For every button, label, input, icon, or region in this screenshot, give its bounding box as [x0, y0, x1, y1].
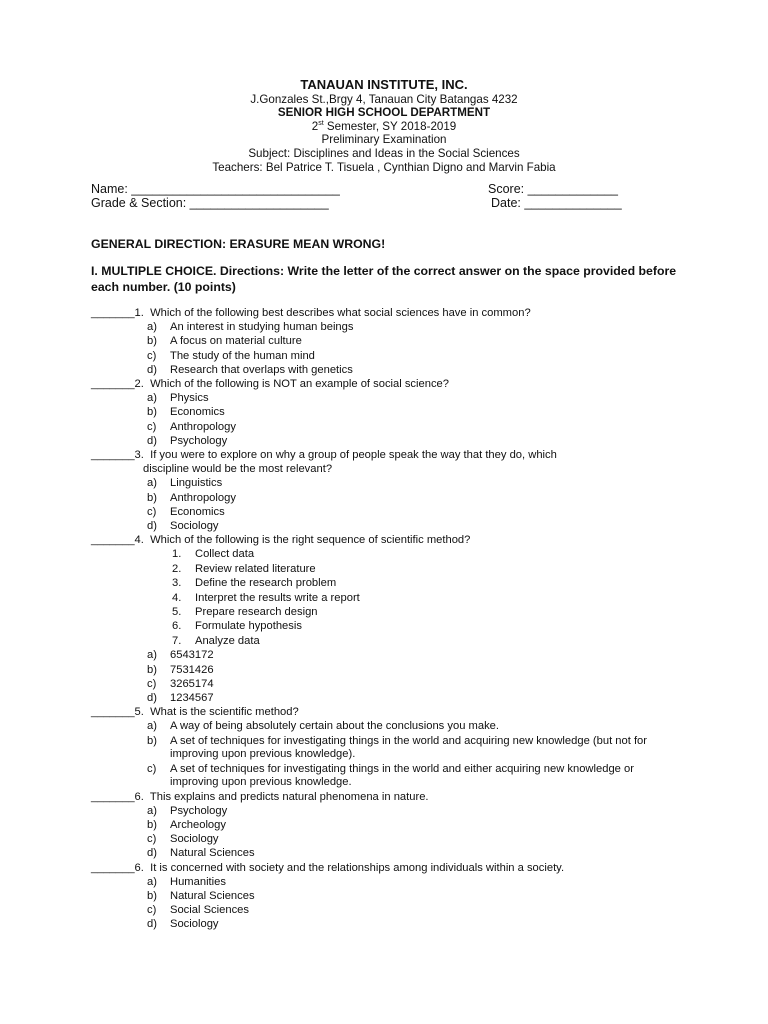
method-step: 6. Formulate hypothesis — [172, 620, 302, 633]
option: d) Sociology — [147, 520, 219, 533]
option: d) Natural Sciences — [147, 847, 255, 860]
answer-blank[interactable]: _______6. — [91, 790, 144, 803]
option: c) Anthropology — [147, 420, 236, 433]
question — [91, 861, 691, 875]
answer-blank[interactable]: _______5. — [91, 706, 144, 719]
subject: Subject: Disciplines and Ideas in the Social Sciences — [248, 146, 520, 160]
question-list — [91, 306, 691, 932]
grade-section-field[interactable]: Grade & Section: ____________________ — [91, 196, 329, 210]
option: d) Sociology — [147, 918, 219, 931]
method-step: 4. Interpret the results write a report — [172, 591, 360, 604]
option: a) A way of being absolutely certain about the conclusions you make. — [147, 720, 499, 733]
option: b) Anthropology — [147, 491, 236, 504]
question — [91, 533, 691, 547]
answer-blank[interactable]: _______4. — [91, 534, 144, 547]
option: b) 7531426 — [147, 663, 214, 676]
option: b) A focus on material culture — [147, 335, 302, 348]
answer-blank[interactable]: _______3. — [91, 449, 144, 462]
option: a) Humanities — [147, 875, 226, 888]
answer-blank[interactable]: _______1. — [91, 307, 144, 319]
option: c) Sociology — [147, 833, 219, 846]
question-text-continued: discipline would be the most relevant? — [143, 463, 333, 476]
exam-header — [0, 78, 768, 174]
question-text: Which of the following best describes what social sciences have in common? — [150, 307, 531, 319]
name-field[interactable]: Name: ______________________________ — [91, 182, 340, 196]
question-text: Which of the following is the right sequence of scientific method? — [150, 534, 471, 547]
option: d) Psychology — [147, 434, 228, 447]
score-field[interactable]: Score: _____________ — [488, 182, 618, 196]
department: SENIOR HIGH SCHOOL DEPARTMENT — [277, 106, 491, 120]
method-step: 3. Define the research problem — [172, 577, 337, 590]
option: a) 6543172 — [147, 649, 214, 662]
method-step: 2. Review related literature — [172, 562, 316, 575]
grade-row — [91, 196, 691, 210]
question-text: This explains and predicts natural phenomena in nature. — [149, 790, 429, 803]
exam-type: Preliminary Examination — [321, 133, 447, 147]
question-text: It is concerned with society and the relationships among individuals within a society. — [150, 861, 565, 874]
section-title: I. MULTIPLE CHOICE. Directions: Write the letter of the correct answer on the space provided before each number. (10 points) — [91, 264, 677, 294]
option: c) A set of techniques for investigating things in the world and either acquiring new knowledge or improving upon previous knowledge. — [147, 762, 634, 788]
option: a) Physics — [147, 392, 209, 405]
question-text: Which of the following is NOT an example of social science? — [150, 378, 449, 391]
option: a) Psychology — [147, 804, 228, 817]
option: a) An interest in studying human beings — [147, 321, 354, 334]
question-text: If you were to explore on why a group of people speak the way that they do, which — [150, 449, 557, 462]
option: d) Research that overlaps with genetics — [147, 363, 353, 376]
teachers: Teachers: Bel Patrice T. Tisuela , Cynthian Digno and Marvin Fabia — [212, 160, 556, 174]
question — [91, 377, 691, 391]
method-step: 5. Prepare research design — [172, 606, 318, 619]
answer-blank[interactable]: _______6. — [91, 861, 144, 874]
method-step: 1. Collect data — [172, 548, 255, 561]
method-step: 7. Analyze data — [172, 634, 260, 647]
option: b) Natural Sciences — [147, 889, 255, 902]
option: c) Social Sciences — [147, 904, 249, 917]
option: d) 1234567 — [147, 691, 214, 704]
option: b) A set of techniques for investigating things in the world and acquiring new knowledge (but not for improving upon previous knowledge). — [147, 734, 648, 760]
semester: 2st Semester, SY 2018-2019 — [311, 119, 457, 133]
answer-blank[interactable]: _______2. — [91, 378, 144, 391]
option: a) Linguistics — [147, 477, 223, 490]
option: b) Archeology — [147, 818, 226, 831]
option: c) Economics — [147, 505, 225, 518]
date-field[interactable]: Date: ______________ — [491, 196, 622, 210]
school-address: J.Gonzales St.,Brgy 4, Tanauan City Batangas 4232 — [250, 92, 518, 106]
question — [91, 790, 691, 804]
option: c) The study of the human mind — [147, 349, 315, 362]
general-direction: GENERAL DIRECTION: ERASURE MEAN WRONG! — [91, 237, 386, 251]
question-text: What is the scientific method? — [150, 706, 299, 719]
question — [91, 306, 691, 320]
question — [91, 705, 691, 719]
question — [91, 448, 691, 462]
name-row — [91, 182, 691, 196]
option: c) 3265174 — [147, 677, 214, 690]
option: b) Economics — [147, 406, 225, 419]
school-name: TANAUAN INSTITUTE, INC. — [300, 77, 468, 92]
